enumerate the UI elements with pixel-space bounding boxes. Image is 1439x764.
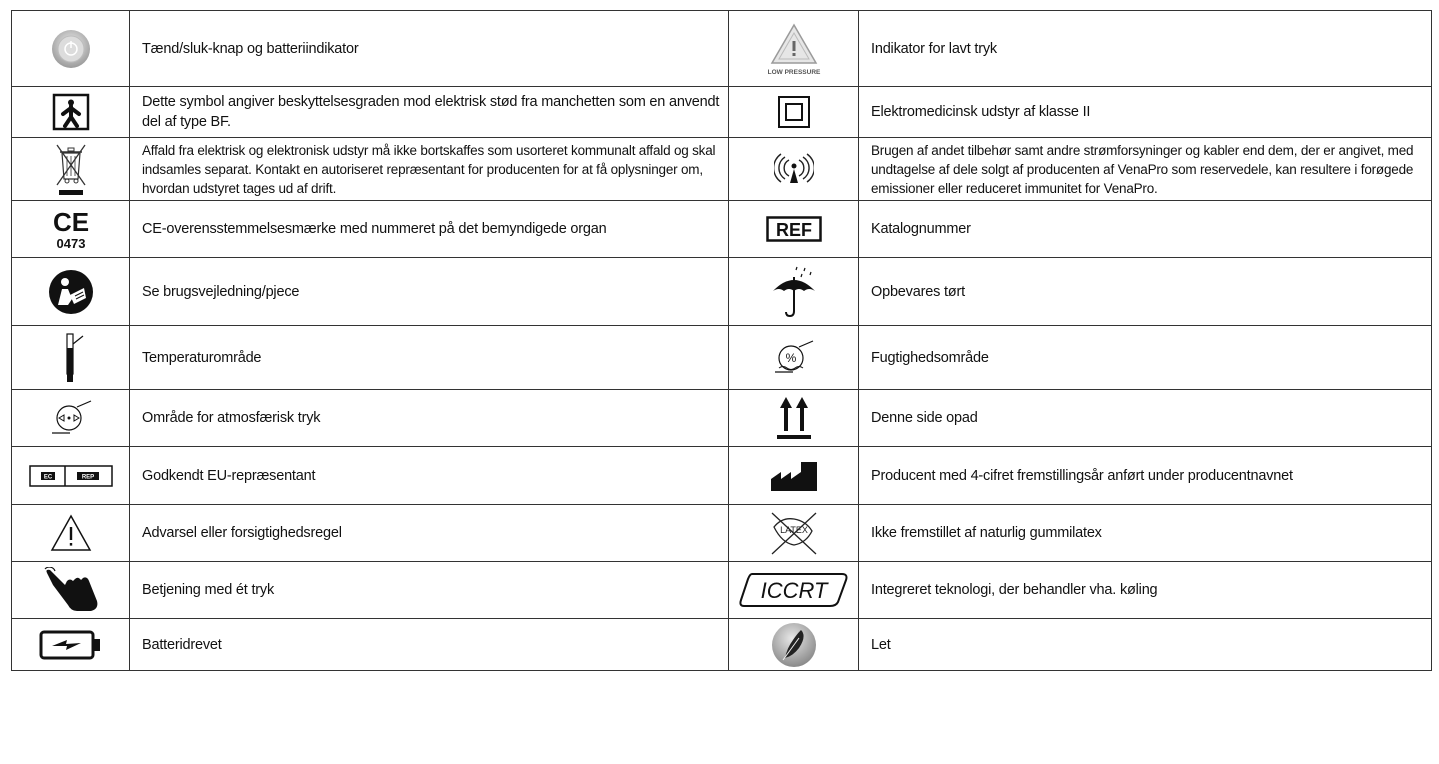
symbol-cell	[729, 138, 859, 201]
symbol-description: Tænd/sluk-knap og batteriindikator	[130, 11, 729, 87]
ref-catalog-icon	[766, 216, 822, 242]
symbol-description: Se brugsvejledning/pjece	[130, 258, 729, 326]
battery-powered-icon	[39, 630, 103, 660]
symbol-cell	[729, 562, 859, 619]
symbol-cell	[12, 258, 130, 326]
table-row	[12, 201, 1432, 258]
symbol-description: Opbevares tørt	[859, 258, 1432, 326]
low-pressure-warning-icon	[766, 21, 822, 77]
ref-letters: REF	[775, 220, 812, 240]
symbol-cell	[729, 619, 859, 671]
table-row	[12, 326, 1432, 390]
table-row	[12, 619, 1432, 671]
symbol-description: Let	[859, 619, 1432, 671]
table-row	[12, 11, 1432, 87]
symbol-cell	[729, 258, 859, 326]
symbol-cell	[12, 390, 130, 447]
symbol-cell	[729, 201, 859, 258]
weee-crossed-bin-icon	[53, 141, 89, 197]
latex-label: LATEX	[779, 525, 808, 535]
table-row	[12, 258, 1432, 326]
iccrt-logo-icon	[738, 572, 850, 608]
symbol-cell	[729, 390, 859, 447]
symbol-description: Ikke fremstillet af naturlig gummilatex	[859, 505, 1432, 562]
symbol-cell	[729, 87, 859, 138]
iccrt-letters: ICCRT	[760, 578, 827, 603]
table-row	[12, 562, 1432, 619]
symbol-description: Dette symbol angiver beskyttelsesgraden mod elektrisk stød fra manchetten som en anvendt del af type BF.	[130, 87, 729, 138]
table-row	[12, 447, 1432, 505]
symbol-cell	[729, 505, 859, 562]
symbol-cell	[12, 505, 130, 562]
low-pressure-caption: LOW PRESSURE	[767, 68, 820, 76]
symbol-cell	[729, 11, 859, 87]
type-bf-applied-part-icon	[52, 93, 90, 131]
this-side-up-icon	[774, 395, 814, 441]
symbol-description: CE-overensstemmelsesmærke med nummeret på det bemyndigede organ	[130, 201, 729, 258]
temperature-limit-icon	[56, 332, 86, 384]
atmospheric-pressure-limit-icon	[48, 398, 94, 438]
symbol-cell	[12, 447, 130, 505]
symbol-cell	[12, 201, 130, 258]
manufacturer-icon	[769, 459, 819, 493]
symbol-description: Fugtighedsområde	[859, 326, 1432, 390]
symbol-cell	[729, 447, 859, 505]
ce-mark-icon	[49, 207, 93, 251]
symbol-cell	[12, 562, 130, 619]
ec-label: EC	[43, 474, 52, 480]
symbol-description: Brugen af andet tilbehør samt andre strømforsyninger og kabler end dem, der er angivet, med undtagelse af dele solgt af producenten af VenaPro som reservedele, kan resultere i forøgede emissioner eller reduceret immunitet for VenaPro.	[859, 138, 1432, 201]
symbol-description: Producent med 4-cifret fremstillingsår anført under producentnavnet	[859, 447, 1432, 505]
power-button-icon	[51, 29, 91, 69]
symbol-cell	[12, 11, 130, 87]
non-ionizing-radiation-icon	[774, 152, 814, 186]
symbol-description: Indikator for lavt tryk	[859, 11, 1432, 87]
rep-label: REP	[81, 474, 94, 480]
symbol-description: Affald fra elektrisk og elektronisk udstyr må ikke bortskaffes som usorteret kommunalt affald og skal indsamles separat. Kontakt en autoriseret repræsentant for producenten for at få oplysninger om, hvordan udstyret tages ud af drift.	[130, 138, 729, 201]
symbol-description: Integreret teknologi, der behandler vha. køling	[859, 562, 1432, 619]
table-row	[12, 505, 1432, 562]
humidity-limit-icon	[771, 338, 817, 378]
notified-body-number: 0473	[56, 236, 85, 251]
table-row	[12, 87, 1432, 138]
ec-rep-icon	[29, 465, 113, 487]
symbol-cell	[12, 326, 130, 390]
symbol-description: Katalognummer	[859, 201, 1432, 258]
symbol-description: Godkendt EU-repræsentant	[130, 447, 729, 505]
class-ii-equipment-icon	[777, 95, 811, 129]
symbol-description: Temperaturområde	[130, 326, 729, 390]
symbol-description: Advarsel eller forsigtighedsregel	[130, 505, 729, 562]
symbol-description: Batteridrevet	[130, 619, 729, 671]
consult-instructions-icon	[48, 269, 94, 315]
symbol-cell	[12, 619, 130, 671]
ce-mark-letters: CE	[52, 207, 89, 237]
symbol-description: Denne side opad	[859, 390, 1432, 447]
symbol-description: Betjening med ét tryk	[130, 562, 729, 619]
table-row	[12, 390, 1432, 447]
table-row	[12, 138, 1432, 201]
keep-dry-umbrella-icon	[769, 265, 819, 319]
symbol-cell	[729, 326, 859, 390]
symbol-cell	[12, 87, 130, 138]
symbol-description: Elektromedicinsk udstyr af klasse II	[859, 87, 1432, 138]
symbols-table	[11, 10, 1432, 671]
symbol-description: Område for atmosfærisk tryk	[130, 390, 729, 447]
warning-triangle-icon	[49, 513, 93, 553]
lightweight-feather-icon	[771, 622, 817, 668]
one-touch-hand-icon	[41, 567, 101, 613]
latex-free-icon	[766, 509, 822, 557]
symbol-cell	[12, 138, 130, 201]
humidity-percent-sign: %	[785, 350, 796, 365]
